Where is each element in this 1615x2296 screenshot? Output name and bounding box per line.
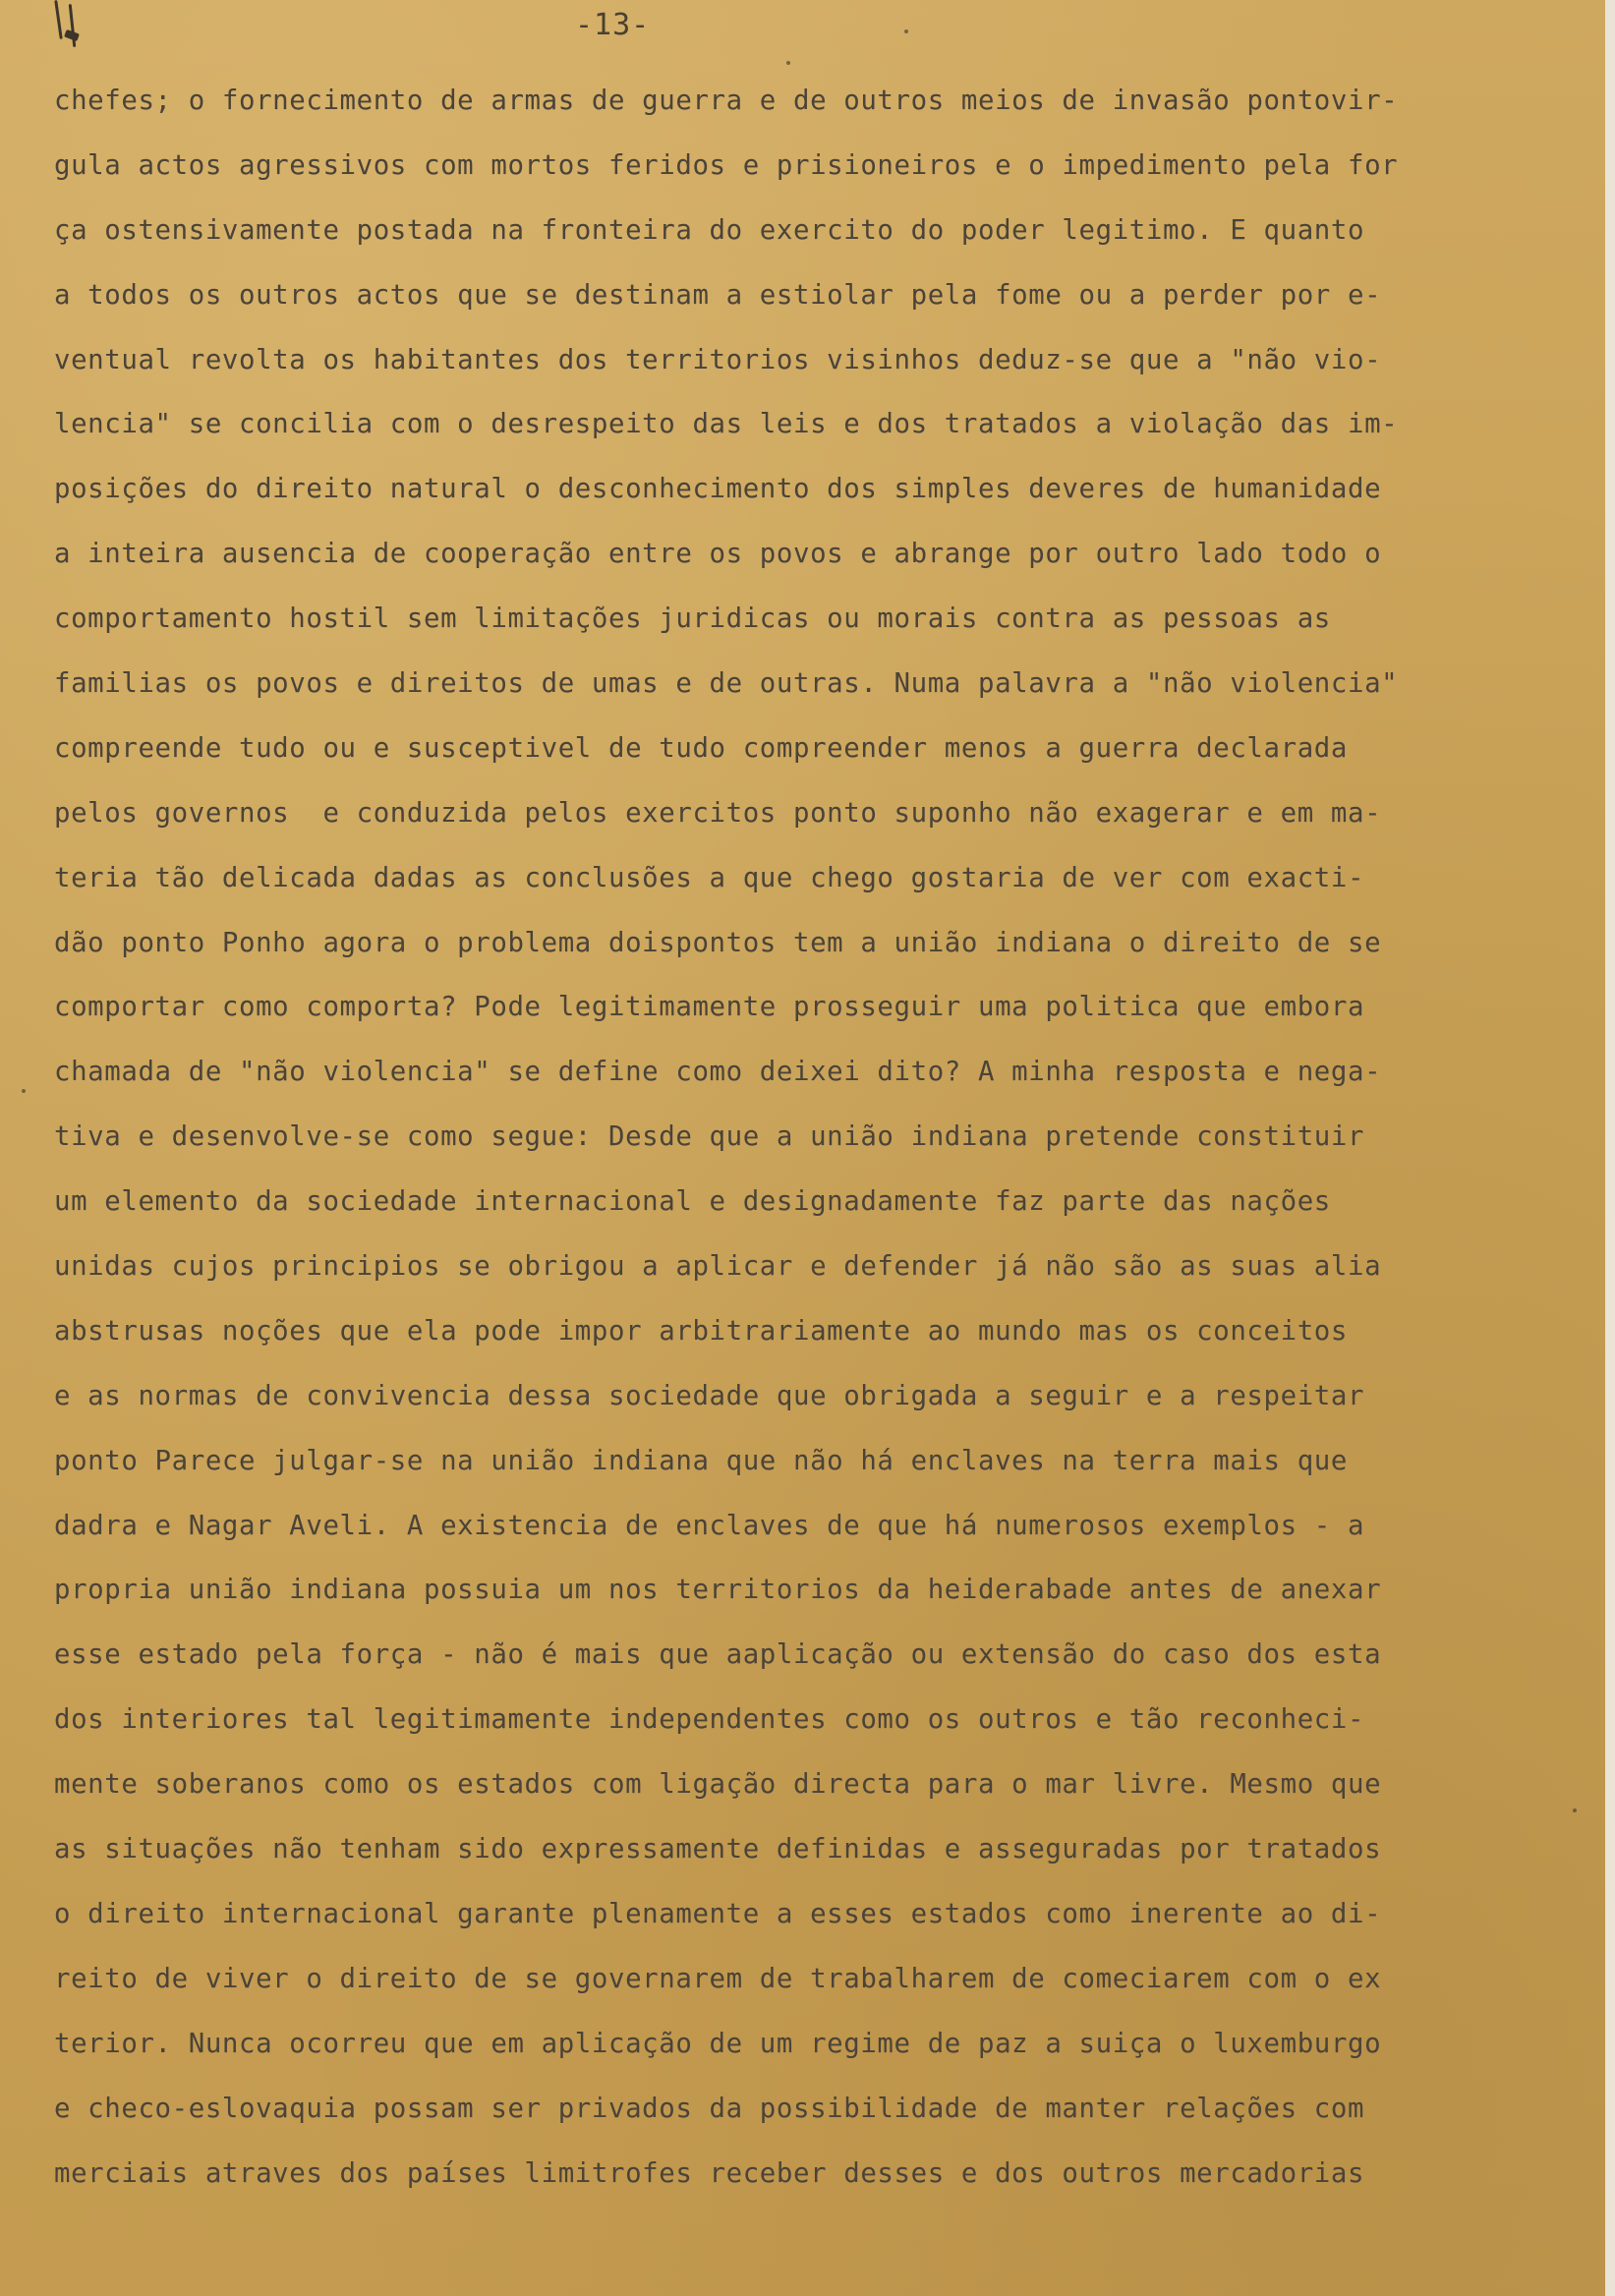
text-line: chamada de "não violencia" se define como deixei dito? A minha resposta e nega- <box>54 1057 1382 1088</box>
paper-speck <box>786 61 790 65</box>
corner-ink-mark <box>54 0 63 39</box>
text-line: ventual revolta os habitantes dos territorios visinhos deduz-se que a "não vio- <box>54 344 1382 375</box>
text-line: as situações não tenham sido expressamente definidas e asseguradas por tratados <box>54 1834 1382 1866</box>
typewritten-body <box>54 69 1602 2206</box>
text-line: dadra e Nagar Aveli. A existencia de enclaves de que há numerosos exemplos - a <box>54 1510 1365 1541</box>
paper-speck <box>22 1089 26 1093</box>
text-line: propria união indiana possuia um nos territorios da heiderabade antes de anexar <box>54 1575 1382 1606</box>
text-line: esse estado pela força - não é mais que aaplicação ou extensão do caso dos esta <box>54 1639 1382 1671</box>
text-line: terior. Nunca ocorreu que em aplicação de um regime de paz a suiça o luxemburgo <box>54 2028 1382 2059</box>
text-line: gula actos agressivos com mortos feridos e prisioneiros e o impedimento pela for <box>54 149 1399 181</box>
text-line: ça ostensivamente postada na fronteira do exercito do poder legitimo. E quanto <box>54 214 1365 246</box>
paper-speck <box>1573 1808 1577 1812</box>
text-line: posições do direito natural o desconhecimento dos simples deveres de humanidade <box>54 474 1382 505</box>
text-line: merciais atraves dos países limitrofes receber desses e dos outros mercadorias <box>54 2157 1365 2189</box>
text-line: e checo-eslovaquia possam ser privados da possibilidade de manter relações com <box>54 2093 1365 2124</box>
text-line: abstrusas noções que ela pode impor arbitrariamente ao mundo mas os conceitos <box>54 1315 1348 1347</box>
text-line: comportamento hostil sem limitações juridicas ou morais contra as pessoas as <box>54 603 1331 635</box>
text-line: comportar como comporta? Pode legitimamente prosseguir uma politica que embora <box>54 992 1365 1023</box>
text-line: teria tão delicada dadas as conclusões a que chego gostaria de ver com exacti- <box>54 862 1365 893</box>
text-line: lencia" se concilia com o desrespeito das leis e dos tratados a violação das im- <box>54 409 1399 440</box>
text-line: unidas cujos principios se obrigou a aplicar e defender já não são as suas alia <box>54 1251 1382 1283</box>
text-line: a todos os outros actos que se destinam a estiolar pela fome ou a perder por e- <box>54 279 1382 311</box>
text-line: a inteira ausencia de cooperação entre os povos e abrange por outro lado todo o <box>54 539 1382 570</box>
text-line: o direito internacional garante plenamente a esses estados como inerente ao di- <box>54 1898 1382 1929</box>
text-line: reito de viver o direito de se governarem de trabalharem de comeciarem com o ex <box>54 1963 1382 1994</box>
text-line: e as normas de convivencia dessa sociedade que obrigada a seguir e a respeitar <box>54 1380 1365 1411</box>
text-line: tiva e desenvolve-se como segue: Desde que a união indiana pretende constituir <box>54 1121 1365 1153</box>
corner-ink-mark <box>64 29 80 41</box>
text-line: pelos governos e conduzida pelos exercitos ponto suponho não exagerar e em ma- <box>54 797 1382 829</box>
paper-speck <box>904 29 908 33</box>
page-edge <box>1605 0 1615 2296</box>
text-line: mente soberanos como os estados com ligação directa para o mar livre. Mesmo que <box>54 1769 1382 1801</box>
text-line: ponto Parece julgar-se na união indiana que não há enclaves na terra mais que <box>54 1445 1348 1476</box>
text-line: dão ponto Ponho agora o problema doispontos tem a união indiana o direito de se <box>54 927 1382 958</box>
text-line: compreende tudo ou e susceptivel de tudo compreender menos a guerra declarada <box>54 732 1348 764</box>
text-line: chefes; o fornecimento de armas de guerra e de outros meios de invasão pontovir- <box>54 86 1399 116</box>
text-line: familias os povos e direitos de umas e de outras. Numa palavra a "não violencia" <box>54 668 1399 700</box>
page-number: -13- <box>575 8 651 42</box>
text-line: dos interiores tal legitimamente independentes como os outros e tão reconheci- <box>54 1704 1365 1736</box>
text-line: um elemento da sociedade internacional e designadamente faz parte das nações <box>54 1186 1331 1218</box>
